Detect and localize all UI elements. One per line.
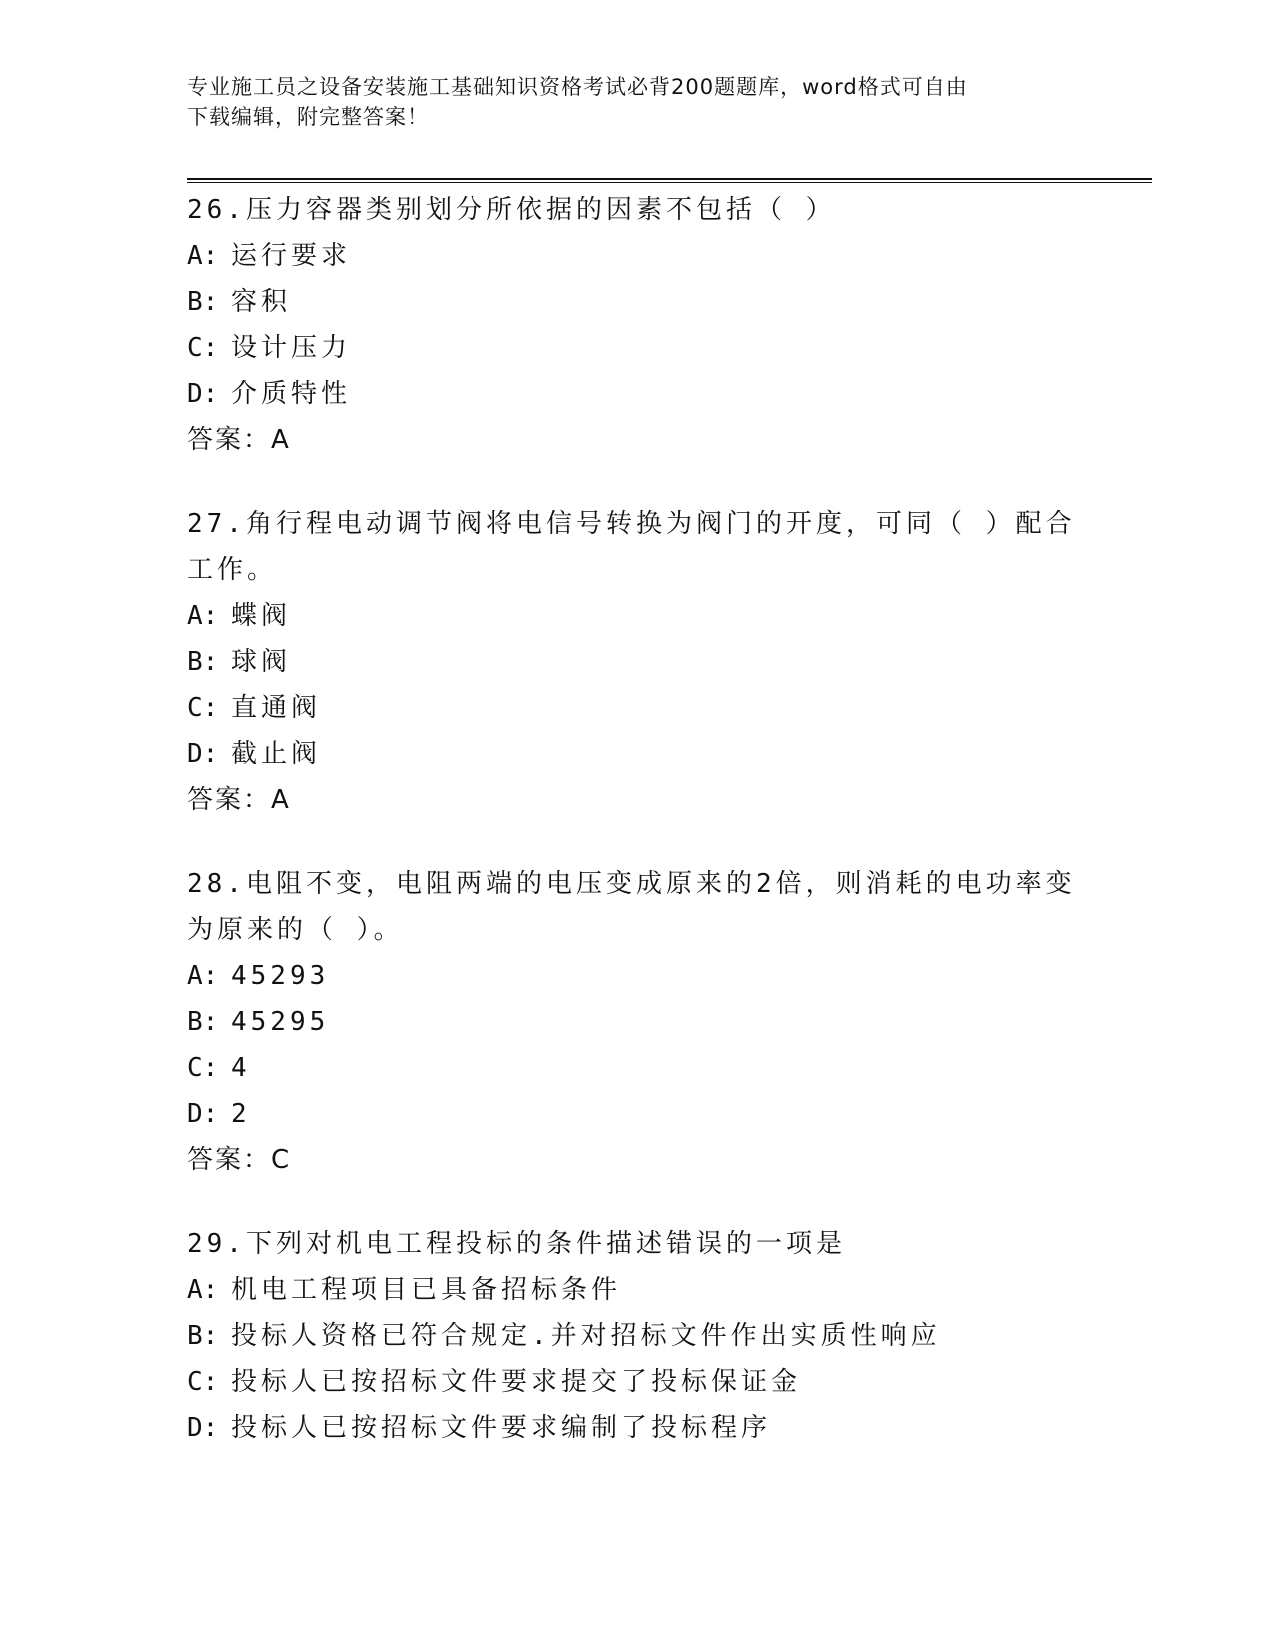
- option-c: [187, 325, 1087, 371]
- option-text: 直通阀: [231, 693, 322, 723]
- option-key: B:: [187, 1007, 219, 1037]
- option-key: A:: [187, 961, 219, 991]
- option-c: [187, 685, 1087, 731]
- option-key: C:: [187, 693, 219, 723]
- question-stem: 28.电阻不变，电阻两端的电压变成原来的2倍，则消耗的电功率变为原来的（ ）。: [187, 869, 1076, 945]
- option-key: B:: [187, 287, 219, 317]
- option-c: [187, 1045, 1087, 1091]
- option-d: [187, 1091, 1087, 1137]
- option-a: [187, 953, 1087, 999]
- option-text: 截止阀: [231, 739, 322, 769]
- option-b: [187, 1313, 1087, 1359]
- option-text: 运行要求: [231, 241, 352, 271]
- option-b: [187, 999, 1087, 1045]
- option-key: D:: [187, 1099, 219, 1129]
- option-text: 容积: [231, 287, 292, 317]
- question-stem: 27.角行程电动调节阀将电信号转换为阀门的开度，可同（ ）配合工作。: [187, 509, 1076, 585]
- answer: 答案：C: [187, 1145, 292, 1175]
- option-text: 投标人资格已符合规定.并对招标文件作出实质性响应: [231, 1321, 941, 1351]
- option-key: A:: [187, 1275, 219, 1305]
- header-divider-thick: [187, 178, 1152, 180]
- option-text: 4: [231, 1053, 251, 1083]
- question-27: [187, 501, 1087, 823]
- option-key: B:: [187, 1321, 219, 1351]
- option-b: [187, 639, 1087, 685]
- question-stem: 29.下列对机电工程投标的条件描述错误的一项是: [187, 1229, 846, 1259]
- question-26: [187, 187, 1087, 463]
- option-text: 45295: [231, 1007, 330, 1037]
- option-text: 设计压力: [231, 333, 352, 363]
- option-key: C:: [187, 333, 219, 363]
- option-b: [187, 279, 1087, 325]
- option-c: [187, 1359, 1087, 1405]
- option-key: C:: [187, 1053, 219, 1083]
- option-key: A:: [187, 241, 219, 271]
- option-d: [187, 731, 1087, 777]
- option-key: C:: [187, 1367, 219, 1397]
- question-stem: 26.压力容器类别划分所依据的因素不包括（ ）: [187, 195, 836, 225]
- option-d: [187, 1405, 1087, 1451]
- option-text: 投标人已按招标文件要求提交了投标保证金: [231, 1367, 802, 1397]
- question-list: [187, 187, 1087, 1489]
- question-28: [187, 861, 1087, 1183]
- option-text: 机电工程项目已具备招标条件: [231, 1275, 622, 1305]
- option-text: 2: [231, 1099, 251, 1129]
- option-key: D:: [187, 739, 219, 769]
- option-a: [187, 1267, 1087, 1313]
- option-key: B:: [187, 647, 219, 677]
- option-text: 45293: [231, 961, 330, 991]
- option-a: [187, 593, 1087, 639]
- header-line-1: 专业施工员之设备安装施工基础知识资格考试必背200题题库，word格式可自由: [187, 75, 968, 99]
- option-a: [187, 233, 1087, 279]
- header-divider-thin: [187, 182, 1152, 183]
- option-key: A:: [187, 601, 219, 631]
- option-text: 蝶阀: [231, 601, 292, 631]
- option-d: [187, 371, 1087, 417]
- option-text: 介质特性: [231, 379, 352, 409]
- answer: 答案：A: [187, 785, 291, 815]
- header-line-2: 下载编辑，附完整答案！: [187, 105, 429, 129]
- option-text: 球阀: [231, 647, 292, 677]
- option-text: 投标人已按招标文件要求编制了投标程序: [231, 1413, 772, 1443]
- answer: 答案：A: [187, 425, 291, 455]
- document-header: [187, 72, 1067, 132]
- question-29: [187, 1221, 1087, 1451]
- option-key: D:: [187, 1413, 219, 1443]
- option-key: D:: [187, 379, 219, 409]
